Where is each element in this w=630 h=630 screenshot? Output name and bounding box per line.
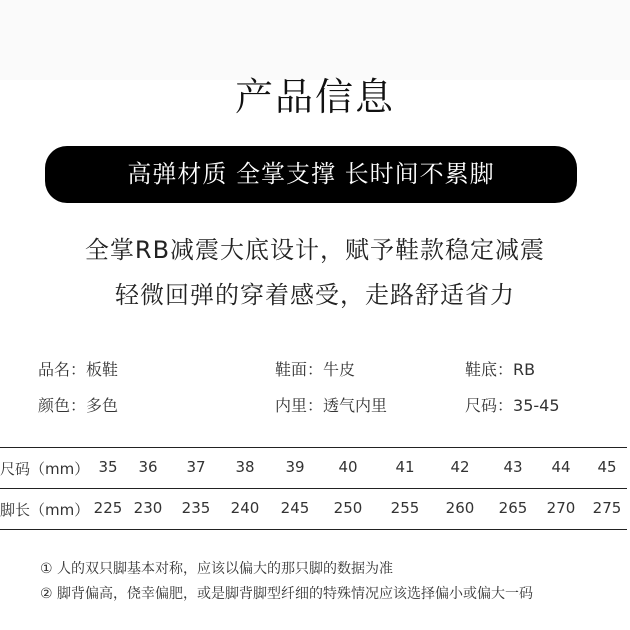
size-cell: 41 (395, 458, 415, 476)
spec-label: 鞋底： (465, 360, 514, 379)
spec-upper (275, 357, 355, 380)
size-cell: 225 (93, 499, 123, 517)
size-cell: 260 (445, 499, 475, 517)
size-cell: 245 (280, 499, 310, 517)
size-cell: 43 (503, 458, 523, 476)
spec-value: 35-45 (513, 396, 560, 415)
spec-name (38, 357, 118, 380)
table-divider (0, 529, 627, 530)
table-divider (0, 488, 627, 489)
table-divider (0, 447, 627, 448)
size-cell: 270 (546, 499, 576, 517)
page-title: 产品信息 (234, 75, 395, 119)
spec-label: 内里： (275, 396, 324, 415)
size-cell: 42 (450, 458, 470, 476)
size-cell: 37 (186, 458, 206, 476)
spec-value: RB (513, 360, 536, 379)
slogan-line-1: 全掌RB减震大底设计，赋予鞋款稳定减震 (84, 236, 546, 264)
size-cell: 45 (597, 458, 617, 476)
spec-color (38, 393, 118, 416)
size-cell: 39 (285, 458, 305, 476)
size-cell: 250 (333, 499, 363, 517)
spec-value: 牛皮 (323, 360, 356, 379)
size-cell: 35 (98, 458, 118, 476)
spec-value: 板鞋 (86, 360, 119, 379)
size-cell: 44 (551, 458, 571, 476)
size-row-label: 尺码（mm） (0, 460, 90, 478)
spec-label: 颜色： (38, 396, 87, 415)
spec-label: 品名： (38, 360, 87, 379)
spec-sole (465, 357, 535, 380)
spec-label: 尺码： (465, 396, 514, 415)
slogan-line-2: 轻微回弹的穿着感受，走路舒适省力 (115, 281, 515, 309)
size-cell: 36 (138, 458, 158, 476)
spec-value: 多色 (86, 396, 119, 415)
size-cell: 255 (390, 499, 420, 517)
spec-label: 鞋面： (275, 360, 324, 379)
note-2: ② 脚背偏高，侥幸偏肥，或是脚背脚型纤细的特殊情况应该选择偏小或偏大一码 (40, 586, 533, 602)
size-cell: 275 (592, 499, 622, 517)
note-1: ① 人的双只脚基本对称，应该以偏大的那只脚的数据为准 (40, 561, 393, 577)
spec-size (465, 393, 560, 416)
size-cell: 265 (498, 499, 528, 517)
spec-lining (275, 393, 387, 416)
size-row-label: 脚长（mm） (0, 501, 90, 519)
size-cell: 38 (235, 458, 255, 476)
spec-value: 透气内里 (323, 396, 388, 415)
size-cell: 230 (133, 499, 163, 517)
size-cell: 40 (338, 458, 358, 476)
feature-banner: 高弹材质 全掌支撑 长时间不累脚 (45, 146, 577, 203)
size-cell: 240 (230, 499, 260, 517)
size-cell: 235 (181, 499, 211, 517)
